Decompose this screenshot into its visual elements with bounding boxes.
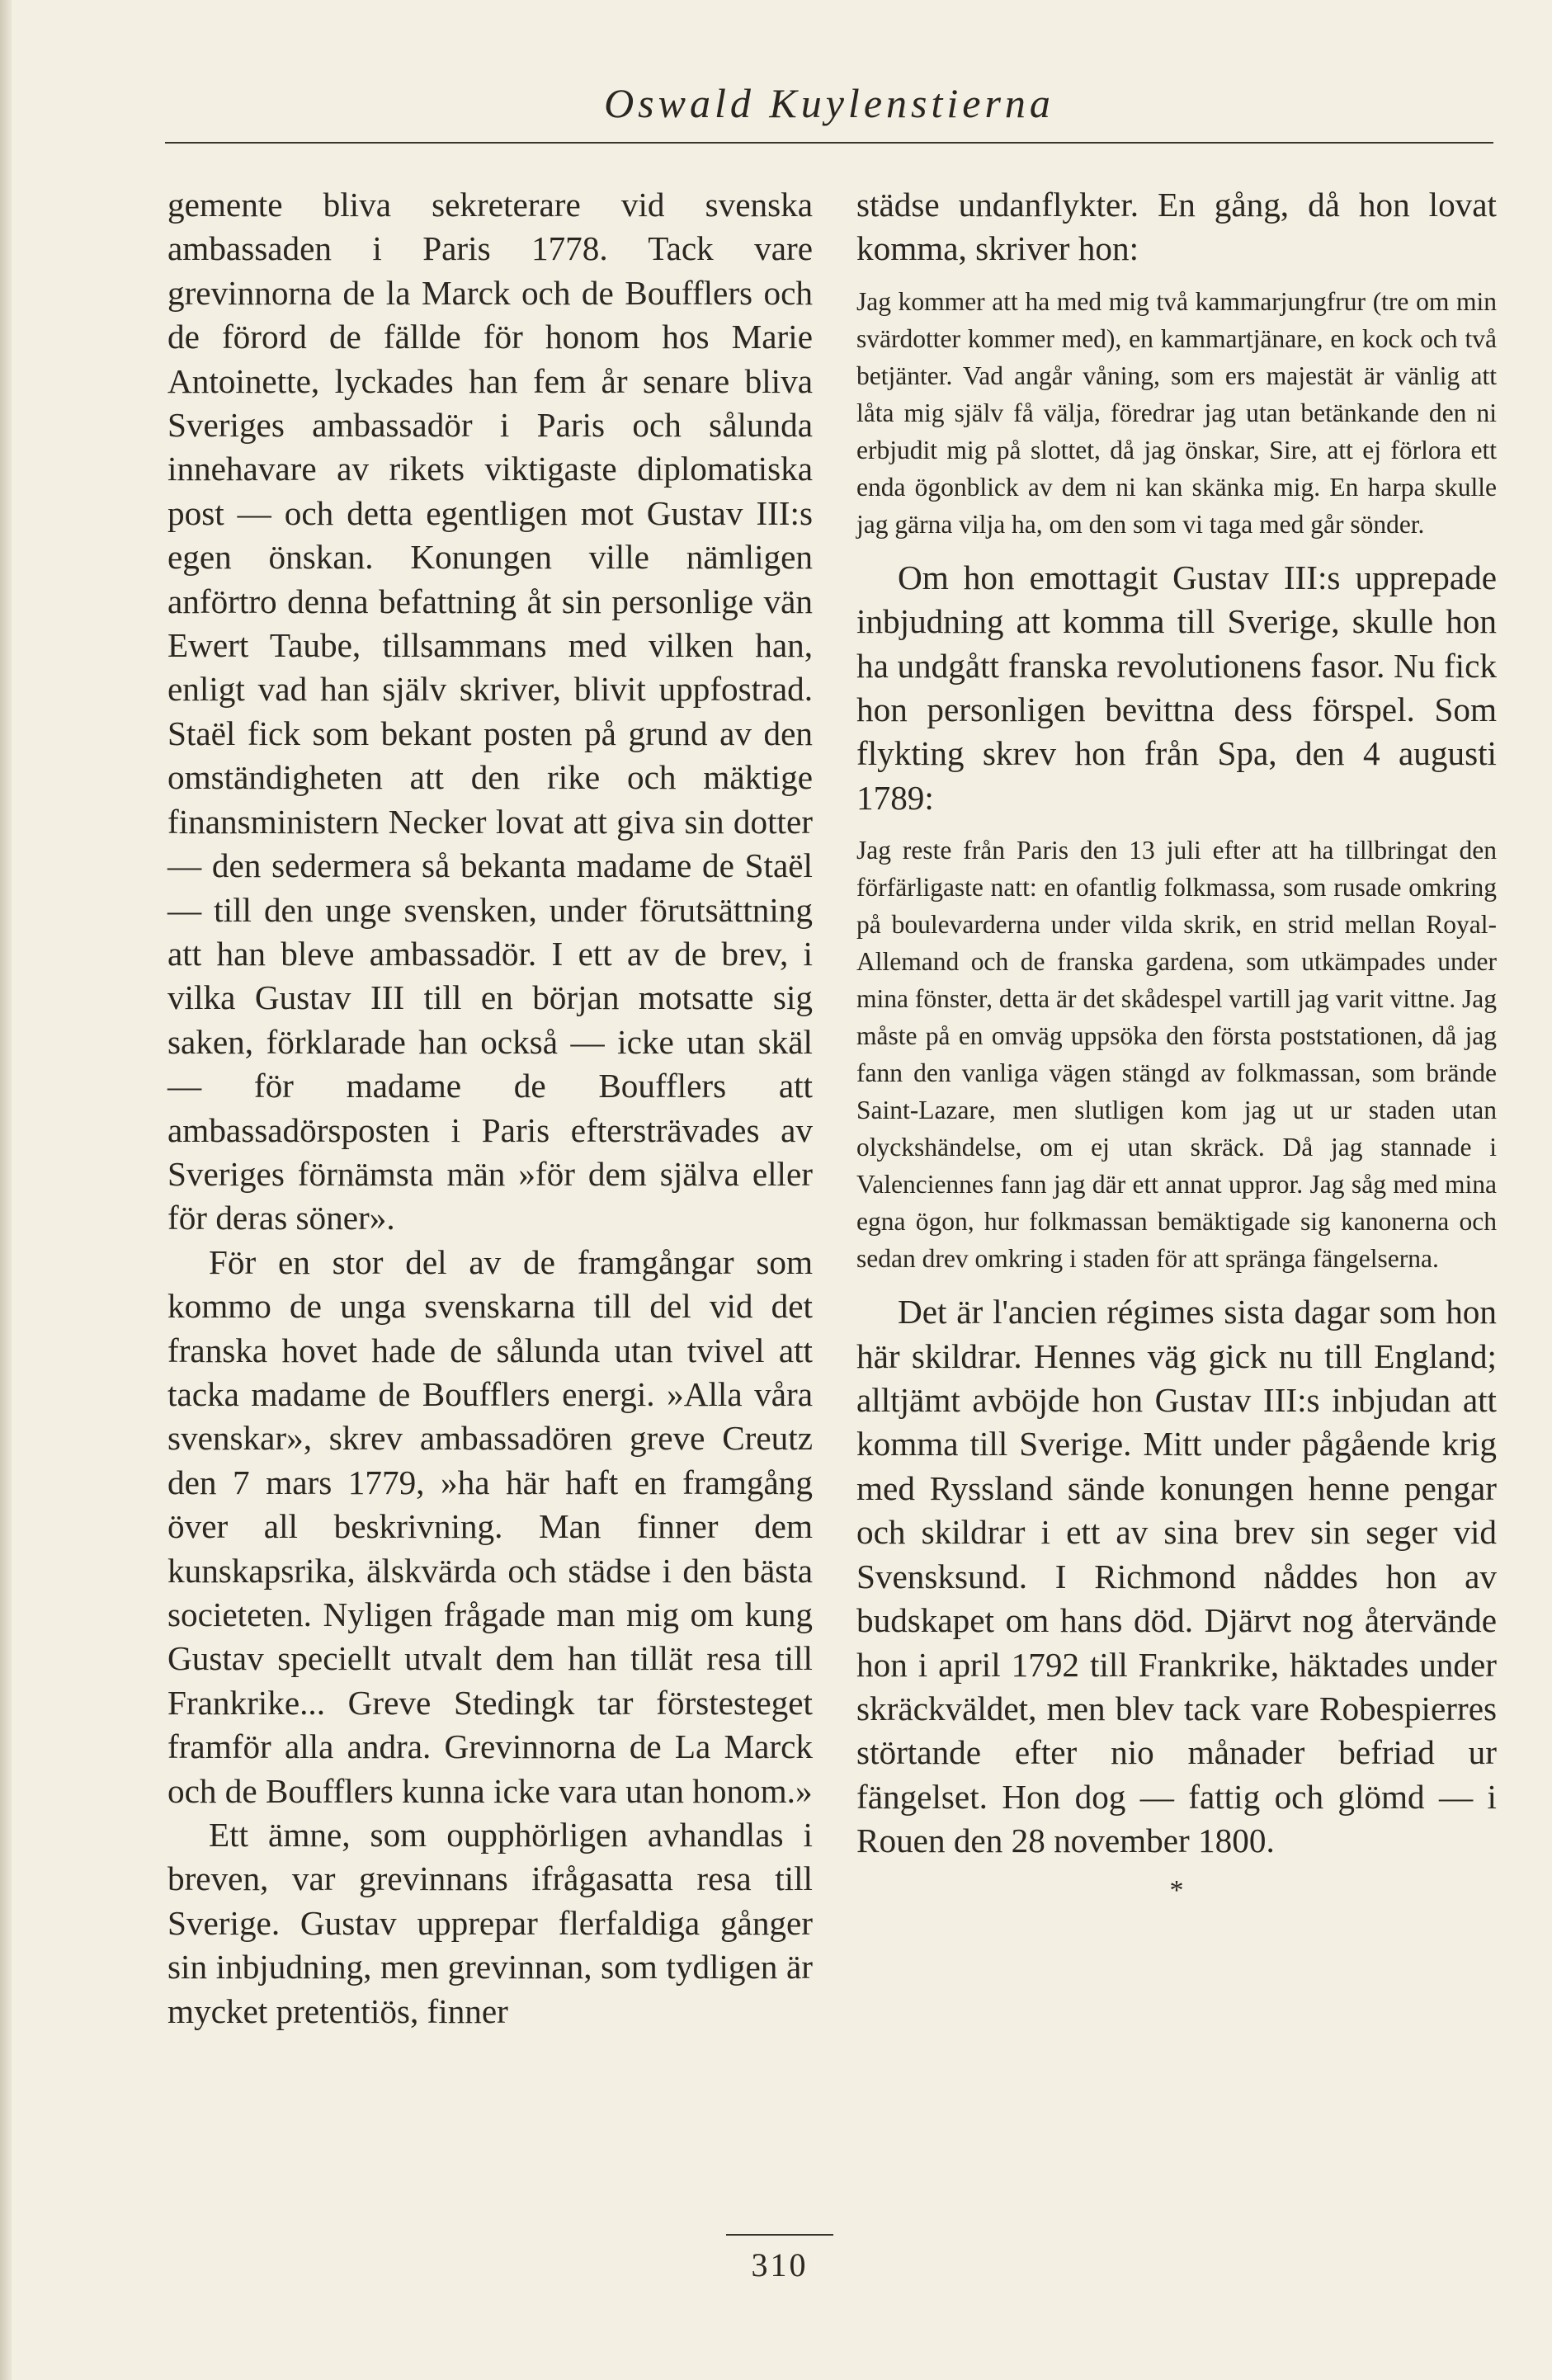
page-edge xyxy=(0,0,12,2380)
header-title: Oswald Kuylenstierna xyxy=(604,80,1054,126)
section-separator: * xyxy=(1169,1874,1184,1906)
left-column xyxy=(167,183,813,2034)
left-paragraph-3: Ett ämne, som oupphörligen avhandlas i breven, var grevinnans ifrågasatta resa till Sverige. Gustav upprepar flerfaldiga gånger sin inbjudning, men grevinnan, som tydligen är mycket pretentiös, finner xyxy=(167,1816,813,2030)
right-column xyxy=(856,183,1497,1906)
right-paragraph-3: Det är l'ancien régimes sista dagar som hon här skildrar. Hennes väg gick nu till England; alltjämt avböjde hon Gustav III:s inbjudan att komma till Sverige. Mitt under pågående krig med Ryssland sände konungen henne pengar och skildrar i ett av sina brev sin seger vid Svensksund. I Richmond nåddes hon av budskapet om hans död. Djärvt nog återvände hon i april 1792 till Frankrike, häktades under skräckväldet, men blev tack vare Robespierres störtande efter nio månader befriad ur fängelset. Hon dog — fattig och glömd — i Rouen den 28 november 1800. xyxy=(856,1293,1497,1860)
right-paragraph-2: Om hon emottagit Gustav III:s upprepade inbjudning att komma till Sverige, skulle hon ha undgått franska revolutionens fasor. Nu fick hon personligen bevittna dess förspel. Som flykting skrev hon från Spa, den 4 augusti 1789: xyxy=(856,558,1497,817)
block-quote-1: Jag kommer att ha med mig två kammarjungfrur (tre om min svärdotter kommer med), en kammartjänare, en kock och två betjänter. Vad angår våning, som ers majestät är vänlig att låta mig själv få välja, föredrar jag utan betänkande den ni erbjudit mig på slottet, då jag önskar, Sire, att ej förlora ett enda ögonblick av dem ni kan skänka mig. En harpa skulle jag gärna vilja ha, om den som vi taga med går sönder. xyxy=(856,286,1497,539)
left-paragraph-1: gemente bliva sekreterare vid svenska ambassaden i Paris 1778. Tack vare grevinnorna de la Marck och de Boufflers och de förord de fällde för honom hos Marie Antoinette, lyckades han fem år senare bliva Sveriges ambassadör i Paris och sålunda innehavare av rikets viktigaste diplomatiska post — och detta egentligen mot Gustav III:s egen önskan. Konungen ville nämligen anförtro denna befattning åt sin personlige vän Ewert Taube, tillsammans med vilken han, enligt vad han själv skriver, blivit uppfostrad. Staël fick som bekant posten på grund av den omständigheten att den rike och mäktige finansministern Necker lovat att giva sin dotter — den sedermera så bekanta madame de Staël — till den unge svensken, under förutsättning att han bleve ambassadör. I ett av de brev, i vilka Gustav III till en början motsatte sig saken, förklarade han också — icke utan skäl — för madame de Boufflers att ambassadörsposten i Paris eftersträvades av Sveriges förnämsta män »för dem själva eller för deras söner». xyxy=(167,186,813,1237)
running-header xyxy=(165,73,1493,144)
page-number: 310 xyxy=(726,2234,833,2284)
block-quote-2: Jag reste från Paris den 13 juli efter att ha tillbringat den förfärligaste natt: en ofantlig folkmassa, som rusade omkring på boulevarderna under vilda skrik, en strid mellan Royal-Allemand och de franska gardena, som utkämpades under mina fönster, detta är det skådespel vartill jag varit vittne. Jag måste på en omväg uppsöka den första poststationen, då jag fann den vanliga vägen stängd av folkmassan, som brände Saint-Lazare, men slutligen kom jag ut ur staden utan olyckshändelse, om ej utan skräck. Då jag stannade i Valenciennes fann jag där ett annat uppror. Jag såg med mina egna ögon, hur folkmassan bemäktigade sig kanonerna och sedan drev omkring i staden för att spränga fängelserna. xyxy=(856,836,1497,1274)
right-paragraph-1: städse undanflykter. En gång, då hon lovat komma, skriver hon: xyxy=(856,186,1497,268)
left-paragraph-2: För en stor del av de framgångar som kommo de unga svenskarna till del vid det franska hovet hade de sålunda utan tvivel att tacka madame de Boufflers energi. »Alla våra svenskar», skrev ambassadören greve Creutz den 7 mars 1779, »ha här haft en framgång över all beskrivning. Man finner dem kunskapsrika, älskvärda och städse i den bästa societeten. Nyligen frågade man mig om kung Gustav speciellt utvalt dem han tillät resa till Frankrike... Greve Stedingk tar förstesteget framför alla andra. Grevinnorna de La Marck och de Boufflers kunna icke vara utan honom.» xyxy=(167,1242,813,1810)
